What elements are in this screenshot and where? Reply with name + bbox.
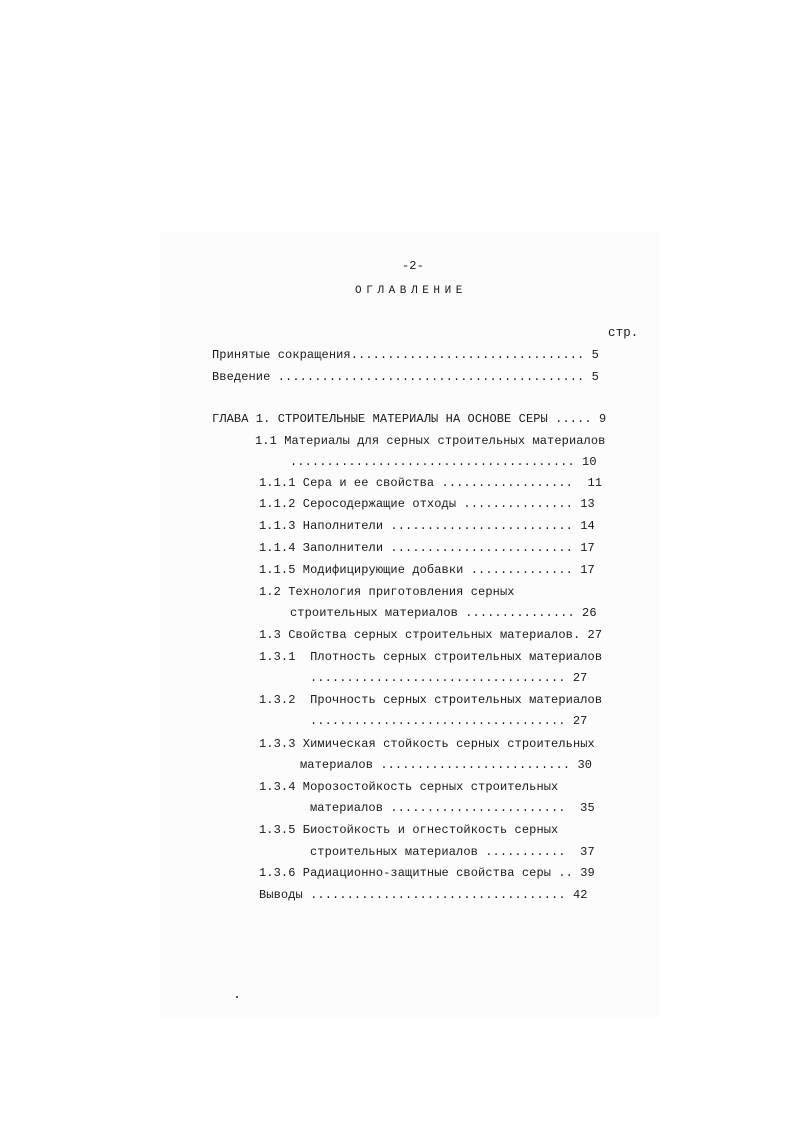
toc-entry: 1.3 Свойства серных строительных материалов. 27 xyxy=(259,628,603,642)
scan-speck xyxy=(236,996,238,998)
toc-chapter-heading: ГЛАВА 1. СТРОИТЕЛЬНЫЕ МАТЕРИАЛЫ НА ОСНОВЕ СЕРЫ ..... 9 xyxy=(212,412,607,426)
toc-entry-continuation: строительных материалов ............... 26 xyxy=(290,606,597,620)
page-number: -2- xyxy=(402,259,424,273)
toc-entry-continuation: ....................................... 10 xyxy=(290,455,597,469)
toc-entry: 1.3.1 Плотность серных строительных материалов xyxy=(259,650,603,664)
toc-entry: 1.1 Материалы для серных строительных материалов xyxy=(255,434,606,448)
toc-entry: 1.3.4 Морозостойкость серных строительных xyxy=(259,780,559,794)
toc-entry: Выводы ................................... 42 xyxy=(259,888,588,902)
page-title: ОГЛАВЛЕНИЕ xyxy=(355,285,468,297)
toc-entry: 1.3.5 Биостойкость и огнестойкость серных xyxy=(259,823,559,837)
page-column-label: стр. xyxy=(608,326,639,340)
toc-entry: 1.2 Технология приготовления серных xyxy=(259,585,515,599)
toc-entry-continuation: ................................... 27 xyxy=(310,671,588,685)
toc-entry-continuation: строительных материалов ........... 37 xyxy=(310,845,595,859)
toc-entry: Введение .......................................... 5 xyxy=(212,370,599,384)
toc-entry: 1.1.1 Сера и ее свойства .................. 11 xyxy=(259,476,603,490)
toc-entry: 1.1.5 Модифицирующие добавки .............. 17 xyxy=(259,563,595,577)
toc-entry: 1.3.6 Радиационно-защитные свойства серы .. 39 xyxy=(259,866,595,880)
toc-entry-continuation: материалов ........................ 35 xyxy=(310,801,595,815)
toc-entry-continuation: ................................... 27 xyxy=(310,714,588,728)
toc-entry-continuation: материалов .......................... 30 xyxy=(300,758,593,772)
toc-entry: 1.3.3 Химическая стойкость серных строительных xyxy=(259,737,595,751)
toc-entry: 1.1.2 Серосодержащие отходы ............... 13 xyxy=(259,497,595,511)
toc-entry: Принятые сокращения................................ 5 xyxy=(212,348,599,362)
toc-entry: 1.3.2 Прочность серных строительных материалов xyxy=(259,693,603,707)
toc-entry: 1.1.4 Заполнители ......................... 17 xyxy=(259,541,595,555)
toc-entry: 1.1.3 Наполнители ......................... 14 xyxy=(259,519,595,533)
